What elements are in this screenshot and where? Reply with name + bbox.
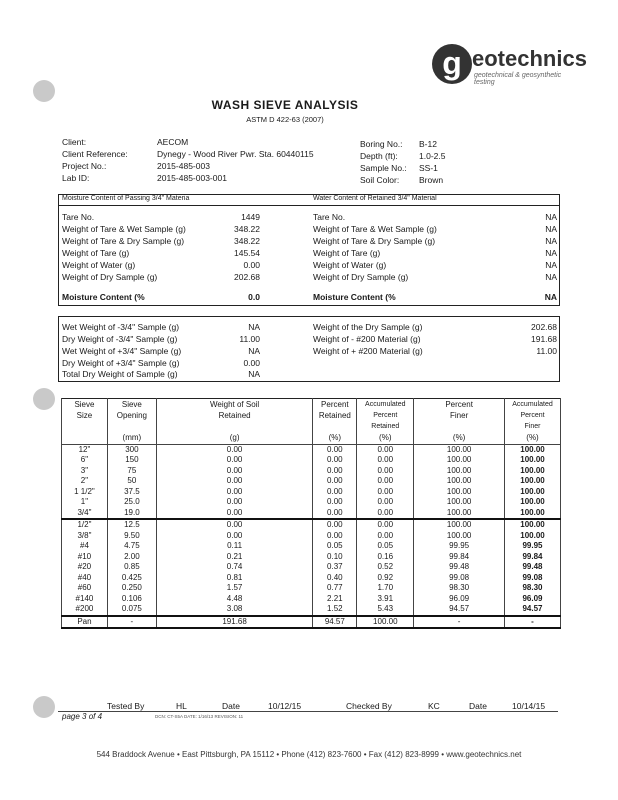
checked-date-label: Date [469, 701, 487, 711]
table-cell: 2.21 [313, 594, 357, 605]
table-cell: 100.00 [414, 476, 505, 487]
table-cell: Pan [62, 616, 108, 629]
table-cell: 0.05 [313, 541, 357, 552]
table-cell: #4 [62, 541, 108, 552]
table-row [62, 562, 561, 573]
table-cell: 1 1/2" [62, 487, 108, 498]
weight-row-value: 202.68 [531, 322, 557, 332]
column-header [414, 422, 505, 433]
info-value: SS-1 [419, 163, 438, 173]
table-cell: 0.77 [313, 583, 357, 594]
table-cell: 96.09 [414, 594, 505, 605]
table-cell: 100.00 [505, 455, 561, 466]
table-header-row [62, 422, 561, 433]
weight-row-label: Dry Weight of +3/4" Sample (g) [62, 358, 180, 368]
table-cell: 94.57 [414, 604, 505, 616]
checked-by-label: Checked By [346, 701, 392, 711]
moisture-content-box [58, 194, 560, 306]
table-cell: 0.425 [107, 573, 156, 584]
moisture-row-label: Weight of Tare (g) [313, 248, 381, 258]
table-cell: 0.00 [313, 519, 357, 531]
table-row [62, 487, 561, 498]
table-header-row [62, 411, 561, 422]
table-cell: 0.00 [313, 508, 357, 520]
table-cell: 99.08 [414, 573, 505, 584]
info-label: Lab ID: [62, 173, 90, 183]
moisture-row-label: Weight of Tare & Dry Sample (g) [313, 236, 436, 246]
column-header: Sieve [107, 399, 156, 412]
moisture-header-divider [58, 205, 560, 206]
table-cell: 100.00 [414, 487, 505, 498]
table-row [62, 541, 561, 552]
column-header: Size [62, 411, 108, 422]
table-cell: 100.00 [414, 531, 505, 542]
table-cell: 25.0 [107, 497, 156, 508]
table-cell: 3/8" [62, 531, 108, 542]
table-cell: 0.00 [156, 508, 313, 520]
table-cell: 150 [107, 455, 156, 466]
tested-date-label: Date [222, 701, 240, 711]
footer-rule [58, 711, 558, 712]
table-cell: 0.11 [156, 541, 313, 552]
table-cell: 0.16 [357, 552, 414, 563]
moisture-content-value: NA [544, 292, 557, 302]
column-header: Sieve [62, 399, 108, 412]
page-number: page 3 of 4 [62, 712, 103, 721]
column-header: Percent [505, 411, 561, 422]
form-code: DCN: CT-S5A DATE: 1/16/13 REVISION: 11 [155, 714, 244, 719]
table-cell: 0.00 [313, 531, 357, 542]
tested-by-label: Tested By [107, 701, 145, 711]
table-cell: 1/2" [62, 519, 108, 531]
table-cell: 300 [107, 444, 156, 455]
weight-row-value: NA [248, 322, 260, 332]
table-cell: 0.00 [357, 497, 414, 508]
table-cell: 0.00 [357, 466, 414, 477]
logo-tagline: geotechnical & geosynthetic testing [474, 72, 562, 86]
table-cell: 99.95 [505, 541, 561, 552]
moisture-row-label: Weight of Tare & Dry Sample (g) [62, 236, 185, 246]
table-cell: 0.21 [156, 552, 313, 563]
table-cell: 0.10 [313, 552, 357, 563]
weight-row-value: 191.68 [531, 334, 557, 344]
table-cell: 94.57 [313, 616, 357, 629]
table-cell: 0.52 [357, 562, 414, 573]
column-header: Finer [505, 422, 561, 433]
weight-row-label: Total Dry Weight of Sample (g) [62, 369, 178, 379]
moisture-row-value: 348.22 [234, 236, 260, 246]
moisture-content-label: Moisture Content (% [62, 292, 145, 302]
table-cell: 100.00 [414, 466, 505, 477]
table-cell: 5.43 [357, 604, 414, 616]
weight-row-value: NA [248, 369, 260, 379]
table-cell: - [107, 616, 156, 629]
table-cell: 2.00 [107, 552, 156, 563]
moisture-row-label: Weight of Water (g) [313, 260, 387, 270]
moisture-row-value: NA [545, 248, 557, 258]
table-cell: 0.00 [313, 455, 357, 466]
table-cell: 0.40 [313, 573, 357, 584]
info-value: AECOM [157, 137, 189, 147]
units-row [62, 433, 561, 444]
table-cell: 100.00 [505, 508, 561, 520]
table-row [62, 594, 561, 605]
table-cell: 0.00 [313, 466, 357, 477]
table-cell: 98.30 [505, 583, 561, 594]
table-cell: 0.05 [357, 541, 414, 552]
table-row [62, 508, 561, 520]
table-cell: 0.00 [313, 444, 357, 455]
table-cell: 98.30 [414, 583, 505, 594]
table-cell: 0.00 [357, 455, 414, 466]
table-cell: 9.50 [107, 531, 156, 542]
table-cell: 0.00 [156, 444, 313, 455]
moisture-row-value: 1449 [241, 212, 260, 222]
moisture-row-value: NA [545, 224, 557, 234]
logo-letter: g [432, 44, 472, 84]
page-title: WASH SIEVE ANALYSIS [211, 98, 359, 112]
unit-label: (%) [313, 433, 357, 444]
weight-row-label: Weight of + #200 Material (g) [313, 346, 423, 356]
punch-hole-bottom [33, 696, 55, 718]
table-cell: 12" [62, 444, 108, 455]
table-cell: #140 [62, 594, 108, 605]
moisture-row-label: Weight of Tare & Wet Sample (g) [62, 224, 186, 234]
moisture-row-label: Tare No. [62, 212, 95, 222]
table-cell: 0.00 [156, 466, 313, 477]
table-cell: 0.37 [313, 562, 357, 573]
info-value: Brown [419, 175, 444, 185]
weight-row-value: 11.00 [536, 346, 557, 356]
table-cell: 0.106 [107, 594, 156, 605]
table-cell: 37.5 [107, 487, 156, 498]
table-cell: 99.48 [414, 562, 505, 573]
table-cell: 0.00 [313, 497, 357, 508]
table-cell: 0.00 [156, 497, 313, 508]
table-cell: 3.08 [156, 604, 313, 616]
moisture-row-value: 145.54 [234, 248, 260, 258]
table-cell: 2" [62, 476, 108, 487]
table-cell: 0.250 [107, 583, 156, 594]
table-header-row [62, 399, 561, 412]
moisture-row-value: NA [545, 272, 557, 282]
info-value: Dynegy - Wood River Pwr. Sta. 60440115 [157, 149, 314, 159]
weight-row-value: 11.00 [239, 334, 260, 344]
table-row [62, 573, 561, 584]
column-header: Retained [313, 411, 357, 422]
column-header: Retained [156, 411, 313, 422]
table-cell: 0.00 [357, 476, 414, 487]
moisture-row-value: 0.00 [243, 260, 260, 270]
table-cell: 99.84 [414, 552, 505, 563]
table-cell: 100.00 [505, 487, 561, 498]
info-label: Sample No.: [360, 163, 407, 173]
table-cell: 4.48 [156, 594, 313, 605]
table-cell: 75 [107, 466, 156, 477]
checked-by-value: KC [428, 701, 440, 711]
table-cell: 0.00 [357, 531, 414, 542]
weight-row-label: Wet Weight of -3/4" Sample (g) [62, 322, 180, 332]
column-header: Accumulated [357, 399, 414, 412]
info-value: B-12 [419, 139, 437, 149]
table-cell: #20 [62, 562, 108, 573]
table-cell: 0.00 [156, 476, 313, 487]
moisture-row-value: 348.22 [234, 224, 260, 234]
column-header: Accumulated [505, 399, 561, 412]
moisture-row-label: Weight of Water (g) [62, 260, 136, 270]
table-cell: 100.00 [414, 508, 505, 520]
info-label: Boring No.: [360, 139, 403, 149]
table-cell: 3/4" [62, 508, 108, 520]
column-header [313, 422, 357, 433]
unit-label: (%) [357, 433, 414, 444]
weight-row-label: Dry Weight of -3/4" Sample (g) [62, 334, 178, 344]
table-cell: 0.00 [156, 531, 313, 542]
table-cell: 50 [107, 476, 156, 487]
info-label: Depth (ft): [360, 151, 398, 161]
tested-date-value: 10/12/15 [268, 701, 302, 711]
info-value: 2015-485-003 [157, 161, 210, 171]
table-cell: #200 [62, 604, 108, 616]
table-row [62, 455, 561, 466]
table-cell: 100.00 [505, 519, 561, 531]
moisture-row-value: NA [545, 260, 557, 270]
table-cell: - [505, 616, 561, 629]
info-label: Client: [62, 137, 87, 147]
unit-label: (g) [156, 433, 313, 444]
table-cell: 100.00 [414, 497, 505, 508]
company-address: 544 Braddock Avenue • East Pittsburgh, PA 15112 • Phone (412) 823-7600 • Fax (412) 823-8999 • www.geotechnics.net [96, 750, 522, 759]
table-cell: 99.48 [505, 562, 561, 573]
table-cell: 96.09 [505, 594, 561, 605]
table-cell: 0.74 [156, 562, 313, 573]
tested-by-value: HL [176, 701, 187, 711]
table-row [62, 519, 561, 531]
table-cell: 0.075 [107, 604, 156, 616]
table-cell: 3" [62, 466, 108, 477]
table-row [62, 583, 561, 594]
column-header: Percent [414, 399, 505, 412]
moisture-row-value: NA [545, 236, 557, 246]
unit-label [62, 433, 108, 444]
table-cell: 1.57 [156, 583, 313, 594]
table-cell: 94.57 [505, 604, 561, 616]
table-cell: 12.5 [107, 519, 156, 531]
weight-row-value: NA [248, 346, 260, 356]
table-row [62, 466, 561, 477]
moisture-row-label: Weight of Dry Sample (g) [62, 272, 158, 282]
moisture-row-value: 202.68 [234, 272, 260, 282]
table-cell: 100.00 [414, 444, 505, 455]
info-value: 1.0-2.5 [419, 151, 446, 161]
unit-label: (%) [505, 433, 561, 444]
table-cell: #60 [62, 583, 108, 594]
unit-label: (mm) [107, 433, 156, 444]
table-row [62, 604, 561, 616]
column-header [62, 422, 108, 433]
table-cell: 100.00 [505, 531, 561, 542]
info-label: Client Reference: [62, 149, 128, 159]
moisture-row-label: Tare No. [313, 212, 346, 222]
column-header: Weight of Soil [156, 399, 313, 412]
moisture-left-header: Moisture Content of Passing 3/4" Materia [62, 195, 190, 202]
column-header: Retained [357, 422, 414, 433]
moisture-content-label: Moisture Content (% [313, 292, 396, 302]
table-cell: 100.00 [414, 455, 505, 466]
weight-row-label: Weight of - #200 Material (g) [313, 334, 421, 344]
logo-word: eotechnics [472, 46, 587, 71]
table-cell: 191.68 [156, 616, 313, 629]
table-cell: 100.00 [505, 476, 561, 487]
moisture-right-header: Water Content of Retained 3/4" Material [313, 195, 437, 202]
info-label: Soil Color: [360, 175, 400, 185]
table-cell: 100.00 [505, 466, 561, 477]
table-cell: 100.00 [505, 444, 561, 455]
moisture-row-value: NA [545, 212, 557, 222]
table-cell: 1.52 [313, 604, 357, 616]
company-logo [432, 44, 587, 86]
table-cell: 4.75 [107, 541, 156, 552]
table-row [62, 476, 561, 487]
column-header: Percent [357, 411, 414, 422]
checked-date-value: 10/14/15 [512, 701, 546, 711]
table-cell: 0.00 [313, 476, 357, 487]
column-header: Opening [107, 411, 156, 422]
table-cell: 1" [62, 497, 108, 508]
column-header: Percent [313, 399, 357, 412]
moisture-row-label: Weight of Tare & Wet Sample (g) [313, 224, 437, 234]
table-cell: 99.08 [505, 573, 561, 584]
table-cell: 19.0 [107, 508, 156, 520]
punch-hole-middle [33, 388, 55, 410]
table-cell: 0.00 [156, 519, 313, 531]
table-row [62, 616, 561, 629]
table-cell: 100.00 [505, 497, 561, 508]
unit-label: (%) [414, 433, 505, 444]
table-cell: #40 [62, 573, 108, 584]
column-header [156, 422, 313, 433]
table-cell: 99.95 [414, 541, 505, 552]
weight-row-label: Weight of the Dry Sample (g) [313, 322, 423, 332]
info-label: Project No.: [62, 161, 107, 171]
table-cell: 100.00 [357, 616, 414, 629]
column-header: Finer [414, 411, 505, 422]
table-cell: 0.00 [156, 455, 313, 466]
column-header [107, 422, 156, 433]
table-cell: 0.00 [357, 444, 414, 455]
table-cell: 0.00 [357, 508, 414, 520]
table-cell: - [414, 616, 505, 629]
info-value: 2015-485-003-001 [157, 173, 227, 183]
weight-row-label: Wet Weight of +3/4" Sample (g) [62, 346, 182, 356]
table-cell: 0.00 [313, 487, 357, 498]
standard-reference: ASTM D 422-63 (2007) [246, 115, 324, 124]
table-row [62, 531, 561, 542]
table-cell: 1.70 [357, 583, 414, 594]
sieve-table [61, 398, 561, 629]
table-row [62, 444, 561, 455]
table-cell: 0.00 [156, 487, 313, 498]
weight-row-value: 0.00 [243, 358, 260, 368]
table-cell: 0.92 [357, 573, 414, 584]
moisture-content-value: 0.0 [248, 292, 260, 302]
table-cell: 99.84 [505, 552, 561, 563]
table-row [62, 497, 561, 508]
moisture-row-label: Weight of Dry Sample (g) [313, 272, 409, 282]
table-cell: 3.91 [357, 594, 414, 605]
table-cell: 100.00 [414, 519, 505, 531]
table-cell: 6" [62, 455, 108, 466]
table-row [62, 552, 561, 563]
table-cell: 0.85 [107, 562, 156, 573]
table-cell: #10 [62, 552, 108, 563]
table-cell: 0.00 [357, 487, 414, 498]
moisture-row-label: Weight of Tare (g) [62, 248, 130, 258]
table-cell: 0.81 [156, 573, 313, 584]
table-cell: 0.00 [357, 519, 414, 531]
